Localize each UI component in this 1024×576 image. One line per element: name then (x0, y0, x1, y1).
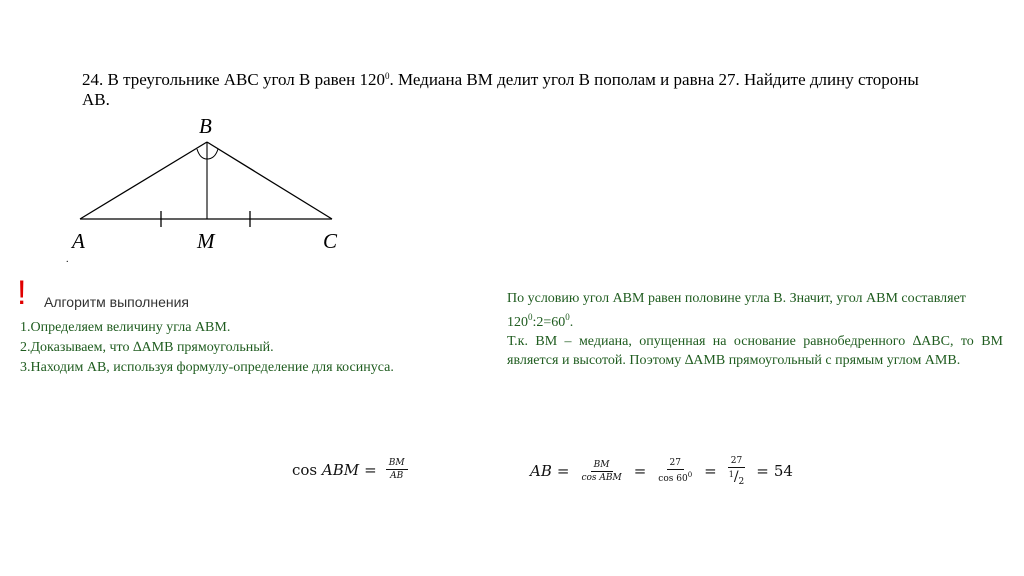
angle-arc-mbc (207, 149, 218, 159)
equals-sign: = (756, 462, 769, 481)
exclamation-icon: ! (17, 274, 27, 312)
fraction (655, 458, 695, 484)
angle-calculation (507, 308, 1003, 332)
algorithm-step: 1.Определяем величину угла АВМ. (20, 320, 231, 335)
calc-value: 120 (507, 315, 528, 330)
algorithm-step: 3.Находим АВ, используя формулу-определение для косинуса. (20, 360, 394, 375)
angle-arc-abm (197, 149, 207, 159)
numerator: 27 (667, 458, 684, 470)
degree-mark: 0 (528, 312, 533, 322)
numerator: 27 (728, 456, 745, 468)
denominator (726, 468, 748, 487)
side-ab (80, 142, 207, 219)
degree-mark: 0 (565, 312, 570, 322)
angle-name: ABM (321, 460, 360, 479)
vertex-label-c: C (323, 229, 338, 253)
lhs: AB (530, 462, 552, 481)
algorithm-steps (20, 318, 394, 378)
triangle-diagram (60, 112, 360, 262)
stray-dot: . (66, 254, 69, 262)
explanation-p2: Т.к. ВМ – медиана, опущенная на основание равнобедренного ∆АВС, то ВМ является и высотой. Поэтому ∆АМВ прямоугольный с прямым углом АМВ. (507, 334, 1003, 368)
numerator: BM (386, 458, 408, 470)
explanation (507, 289, 1003, 370)
result-value: 54 (773, 462, 793, 481)
vertex-label-b: B (199, 114, 212, 138)
denominator (655, 470, 695, 484)
half-numerator: 1 (728, 470, 734, 479)
denominator: AB (390, 471, 404, 481)
cos-function: cos (292, 460, 318, 479)
problem-text-start: 24. В треугольнике АВС угол В равен 120 (82, 70, 385, 89)
problem-statement (82, 66, 922, 110)
equals-sign: = (556, 462, 570, 481)
fraction (386, 458, 408, 481)
equals-sign: = (364, 460, 377, 479)
algorithm-title: Алгоритм выполнения (44, 294, 190, 310)
algorithm-step: 2.Доказываем, что ∆АМВ прямоугольный. (20, 340, 274, 355)
calc-end: . (569, 315, 574, 330)
calc-value: :2=60 (532, 315, 566, 330)
fraction (578, 460, 624, 483)
explanation-p1: По условию угол АВМ равен половине угла В. Значит, угол АВМ составляет (507, 291, 966, 306)
slash: / (733, 469, 739, 485)
equals-sign: = (633, 462, 647, 481)
equals-sign: = (704, 462, 717, 481)
vertex-label-m: M (197, 229, 215, 253)
degree-mark: 0 (384, 71, 390, 81)
vertex-label-a: A (72, 229, 85, 253)
numerator: BM (591, 460, 613, 472)
cos-sixty: cos 60 (658, 474, 688, 485)
problem-text-end: . Медиана ВМ делит угол В пополам и равна 27. Найдите длину стороны АВ. (82, 70, 919, 109)
side-bc (207, 142, 332, 219)
degree-mark: 0 (687, 471, 693, 480)
denominator: cos ABM (581, 472, 622, 483)
cosine-formula (292, 458, 412, 481)
fraction (726, 456, 748, 487)
half-denominator: 2 (738, 476, 745, 487)
solution-formula (530, 456, 793, 487)
